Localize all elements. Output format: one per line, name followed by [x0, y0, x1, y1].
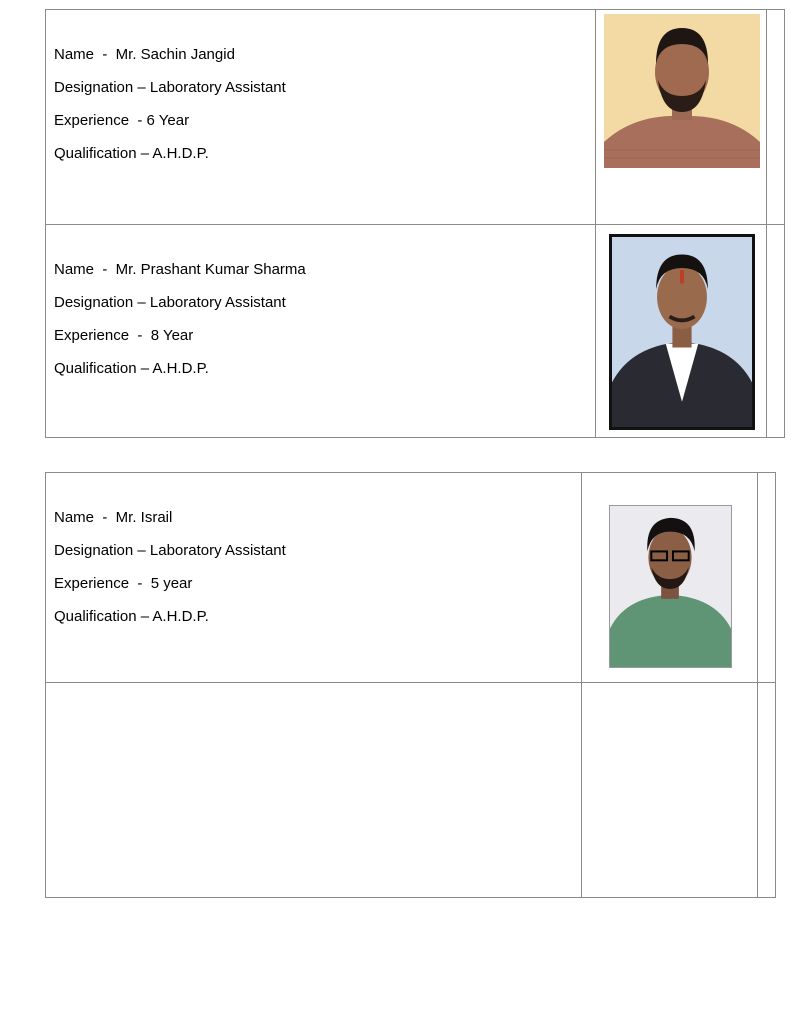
portrait-photo	[609, 505, 732, 668]
staff-designation: Designation – Laboratory Assistant	[54, 542, 286, 559]
staff-info	[54, 501, 286, 633]
portrait-photo	[604, 14, 760, 168]
empty-row	[46, 682, 775, 899]
staff-experience: Experience - 5 year	[54, 575, 193, 592]
staff-row	[46, 473, 775, 682]
staff-qualification: Qualification – A.H.D.P.	[54, 360, 209, 377]
staff-name: Name - Mr. Prashant Kumar Sharma	[54, 261, 306, 278]
staff-table-1	[45, 9, 785, 438]
staff-qualification: Qualification – A.H.D.P.	[54, 145, 209, 162]
staff-designation: Designation – Laboratory Assistant	[54, 79, 286, 96]
staff-name: Name - Mr. Israil	[54, 509, 173, 526]
staff-experience: Experience - 8 Year	[54, 327, 194, 344]
staff-table-2	[45, 472, 776, 898]
staff-row	[46, 224, 784, 439]
staff-info	[54, 253, 306, 385]
staff-row	[46, 10, 784, 224]
staff-qualification: Qualification – A.H.D.P.	[54, 608, 209, 625]
staff-designation: Designation – Laboratory Assistant	[54, 294, 286, 311]
staff-experience: Experience - 6 Year	[54, 112, 190, 129]
staff-name: Name - Mr. Sachin Jangid	[54, 46, 235, 63]
portrait-photo	[609, 234, 755, 430]
staff-info	[54, 38, 286, 170]
